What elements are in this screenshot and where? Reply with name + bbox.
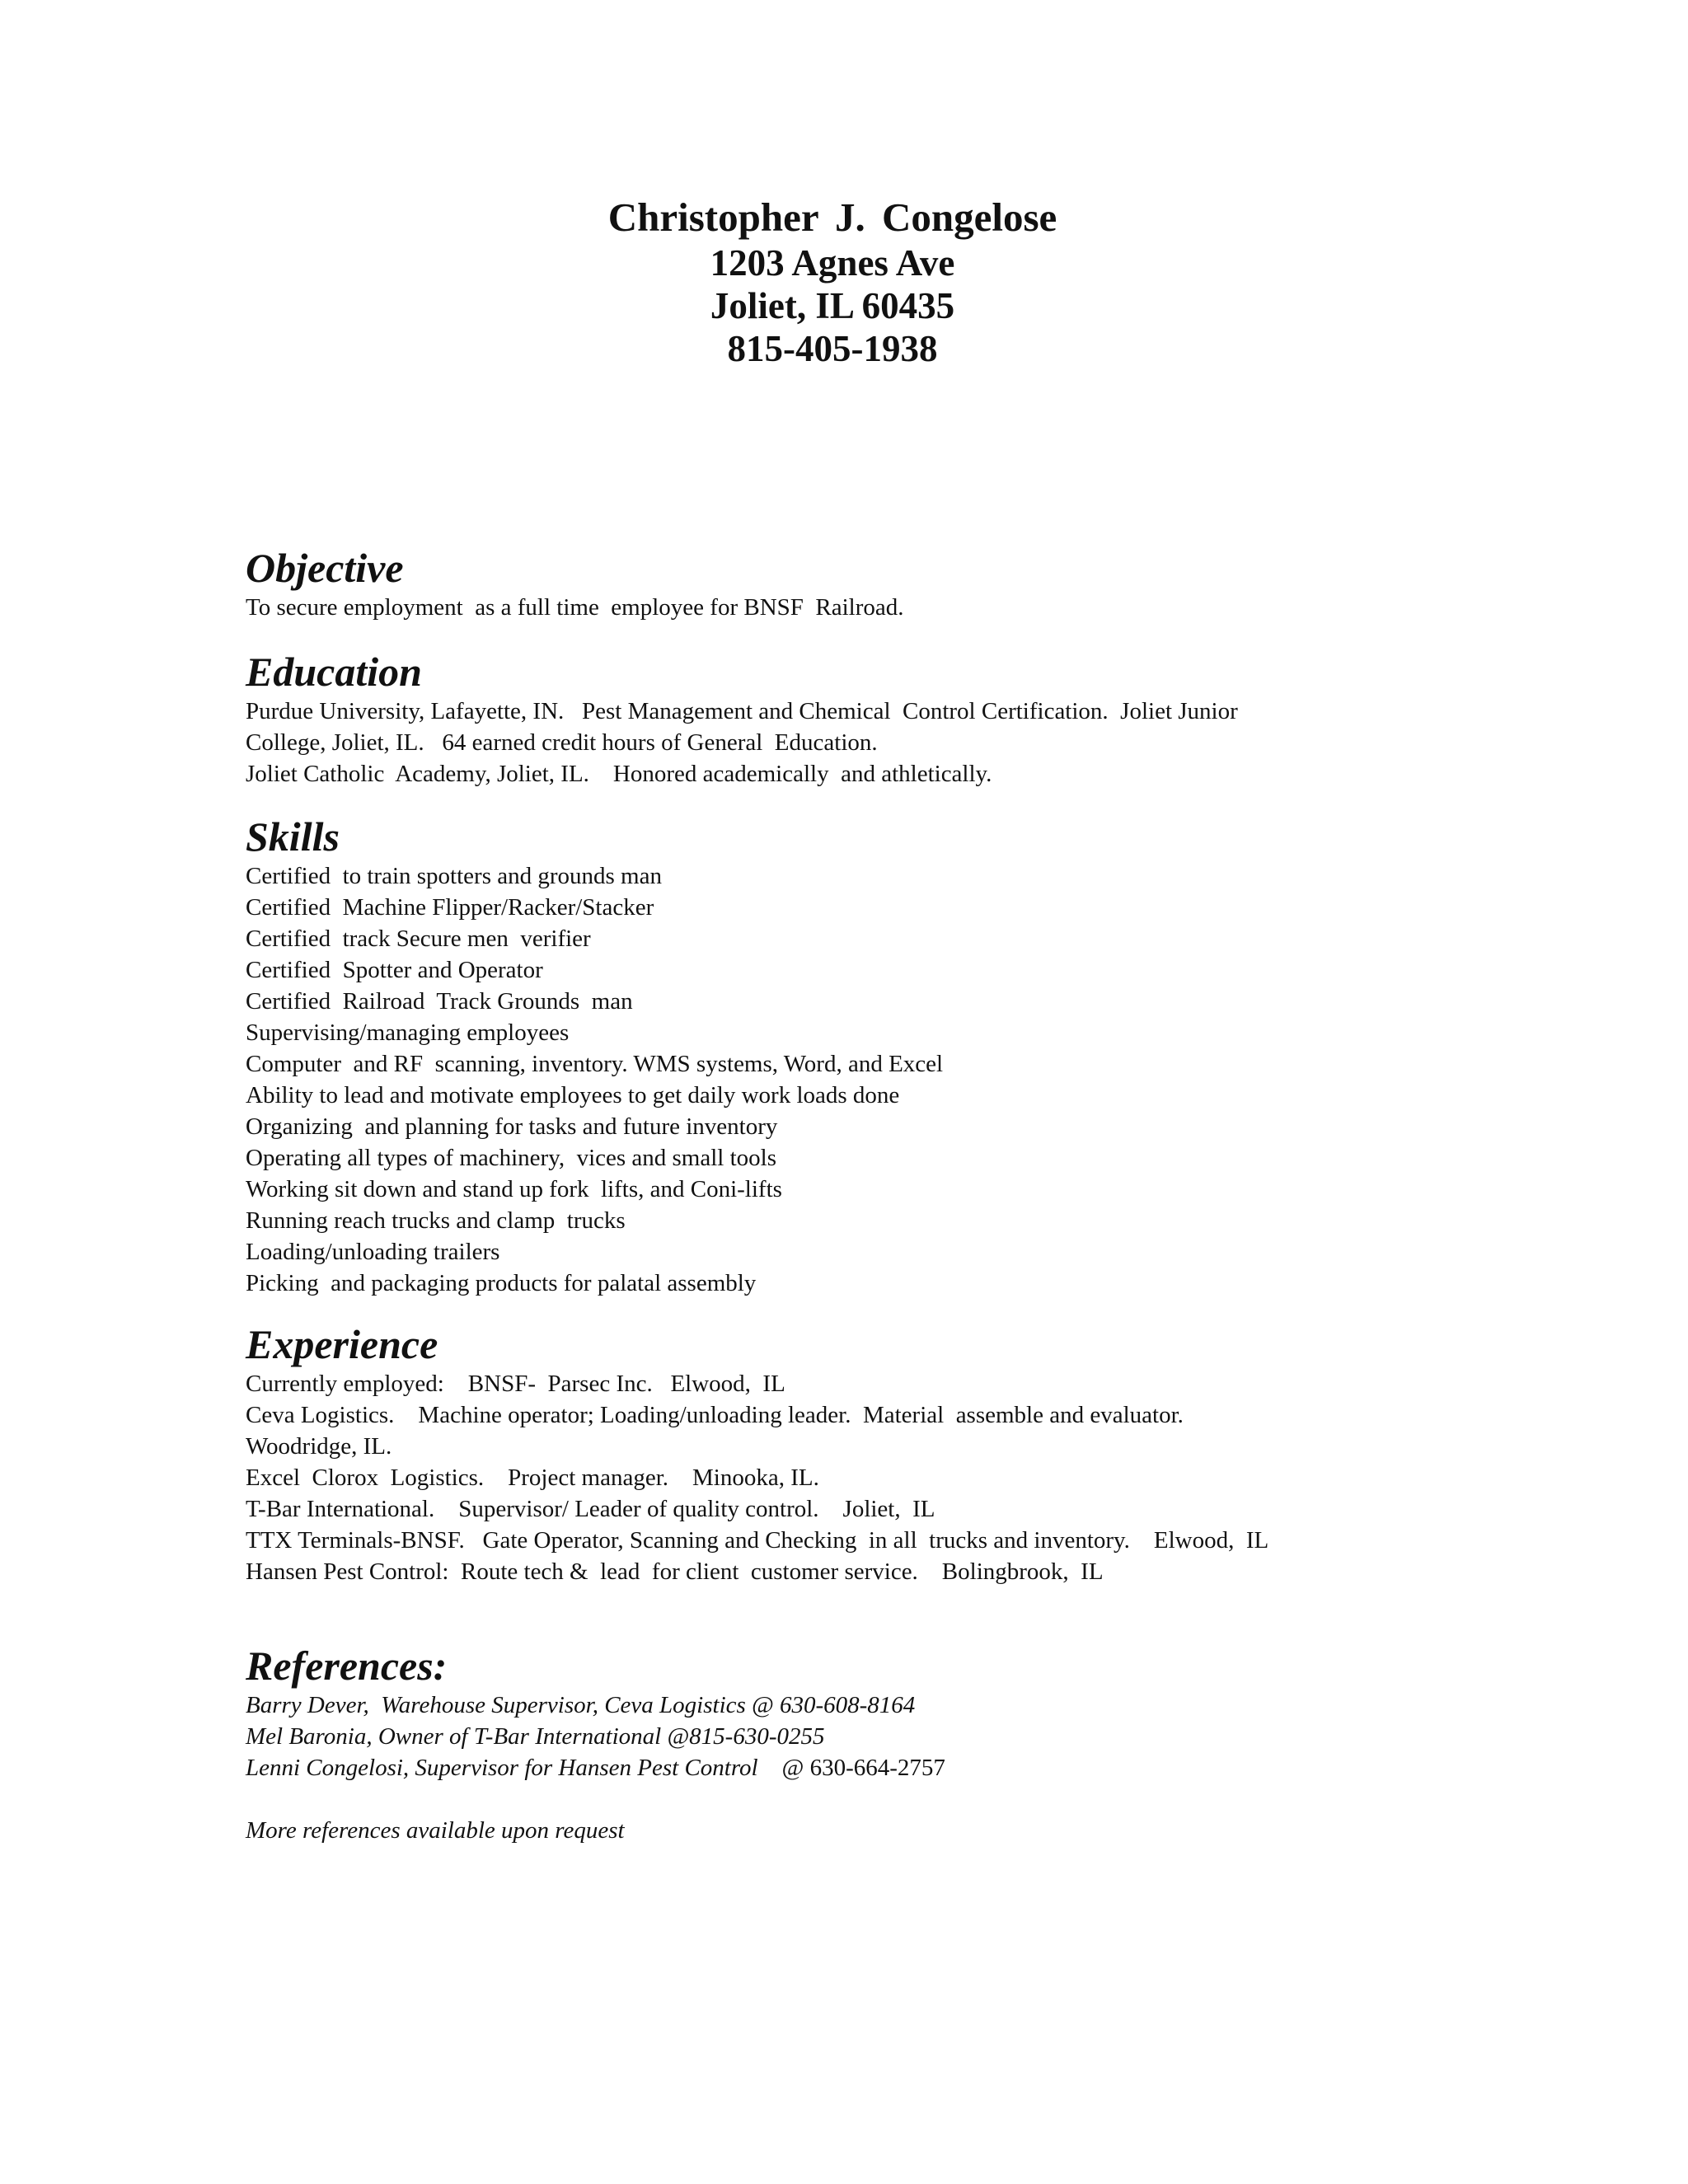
- education-line: Joliet Catholic Academy, Joliet, IL. Honored academically and athletically.: [246, 761, 992, 787]
- reference-line: [246, 1752, 1647, 1783]
- reference-lenni-phone: @ 630-664-2757: [781, 1755, 945, 1781]
- references-heading: References:: [246, 1643, 448, 1689]
- experience-line: Currently employed: BNSF- Parsec Inc. Elwood, IL: [246, 1371, 785, 1397]
- experience-section: [246, 1320, 1647, 1587]
- experience-line: T-Bar International. Supervisor/ Leader of quality control. Joliet, IL: [246, 1496, 935, 1522]
- reference-line: Barry Dever, Warehouse Supervisor, Ceva Logistics @ 630-608-8164: [246, 1692, 916, 1718]
- resume-body: [246, 544, 1647, 1869]
- applicant-name: Christopher J. Congelose: [607, 194, 1057, 240]
- skill-item: Running reach trucks and clamp trucks: [246, 1207, 626, 1234]
- skill-item: Computer and RF scanning, inventory. WMS systems, Word, and Excel: [246, 1051, 944, 1077]
- experience-line: TTX Terminals-BNSF. Gate Operator, Scanning and Checking in all trucks and inventory. Elwood, IL: [246, 1527, 1269, 1554]
- education-line: Purdue University, Lafayette, IN. Pest Management and Chemical Control Certification. Joliet Junior: [246, 698, 1238, 724]
- skill-item: Certified Railroad Track Grounds man: [246, 988, 633, 1015]
- skill-item: Picking and packaging products for palatal assembly: [246, 1270, 757, 1296]
- skill-item: Operating all types of machinery, vices and small tools: [246, 1145, 777, 1171]
- objective-section: [246, 544, 1647, 623]
- skill-item: Working sit down and stand up fork lifts, and Coni-lifts: [246, 1176, 782, 1202]
- education-line: College, Joliet, IL. 64 earned credit hours of General Education.: [246, 729, 878, 756]
- skill-item: Organizing and planning for tasks and future inventory: [246, 1113, 778, 1140]
- education-section: [246, 648, 1647, 790]
- objective-text: To secure employment as a full time employee for BNSF Railroad.: [246, 594, 904, 621]
- experience-line: Woodridge, IL.: [246, 1433, 392, 1460]
- experience-heading: Experience: [246, 1321, 438, 1367]
- address-line-2: Joliet, IL 60435: [710, 285, 955, 326]
- skill-item: Certified Spotter and Operator: [246, 957, 543, 983]
- resume-header: [0, 194, 1665, 370]
- education-heading: Education: [246, 649, 422, 695]
- reference-line: Mel Baronia, Owner of T-Bar International @815-630-0255: [246, 1723, 825, 1750]
- skill-item: Certified to train spotters and grounds man: [246, 863, 662, 889]
- skill-item: Loading/unloading trailers: [246, 1239, 500, 1265]
- experience-line: Excel Clorox Logistics. Project manager. Minooka, IL.: [246, 1465, 819, 1491]
- skill-item: Certified Machine Flipper/Racker/Stacker: [246, 894, 654, 921]
- skills-section: [246, 813, 1647, 1299]
- reference-lenni-text: Lenni Congelosi, Supervisor for Hansen Pest Control: [246, 1755, 782, 1781]
- references-section: [246, 1642, 1647, 1846]
- address-line-1: 1203 Agnes Ave: [710, 242, 955, 284]
- skill-item: Certified track Secure men verifier: [246, 926, 591, 952]
- phone-number: 815-405-1938: [727, 328, 938, 369]
- skill-item: Ability to lead and motivate employees to get daily work loads done: [246, 1082, 900, 1108]
- experience-line: Hansen Pest Control: Route tech & lead for client customer service. Bolingbrook, IL: [246, 1558, 1104, 1585]
- experience-line: Ceva Logistics. Machine operator; Loading/unloading leader. Material assemble and evaluator.: [246, 1402, 1184, 1428]
- skill-item: Supervising/managing employees: [246, 1019, 570, 1046]
- objective-heading: Objective: [246, 545, 404, 591]
- references-footer-note: More references available upon request: [246, 1817, 625, 1844]
- spacer: [246, 1783, 1647, 1815]
- skills-heading: Skills: [246, 813, 340, 860]
